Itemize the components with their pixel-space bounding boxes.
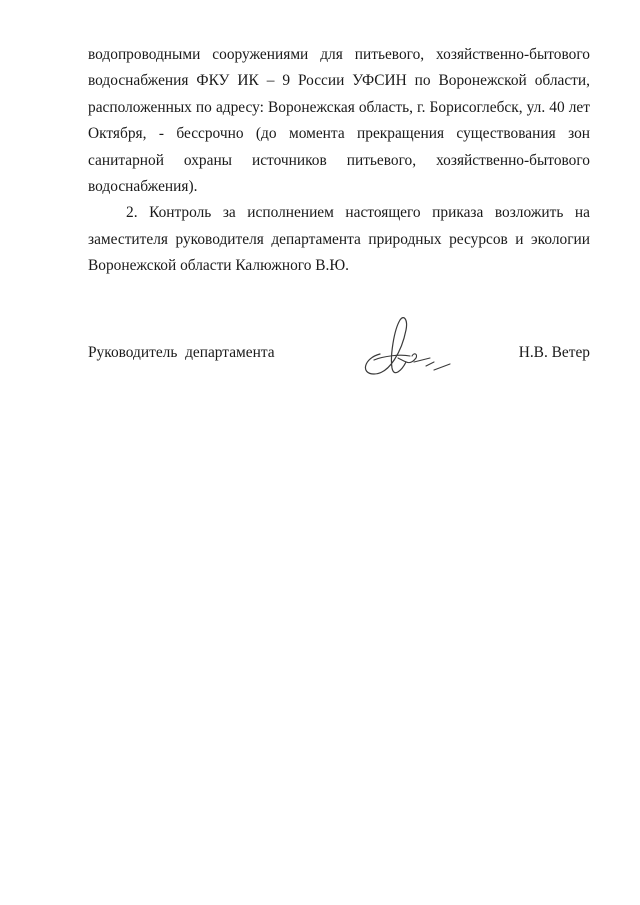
signer-title: Руководитель департамента [88, 344, 275, 361]
signer-name: Н.В. Ветер [518, 344, 590, 361]
document-body [88, 42, 590, 280]
handwritten-signature [350, 310, 460, 382]
paragraph-continued: водопроводными сооружениями для питьевого, хозяйственно-бытового водоснабжения ФКУ ИК – 9 России УФСИН по Воронежской области, расположенных по адресу: Воронежская область, г. Борисоглебск, ул. 40 лет Октября, - бессрочно (до момента прекращения существования зон санитарной охраны источников питьевого, хозяйственно-бытового водоснабжения). [88, 46, 590, 196]
paragraph-item-2: 2. Контроль за исполнением настоящего приказа возложить на заместителя руководителя департамента природных ресурсов и экологии Воронежской области Калюжного В.Ю. [88, 204, 590, 275]
signature-block [88, 340, 590, 380]
